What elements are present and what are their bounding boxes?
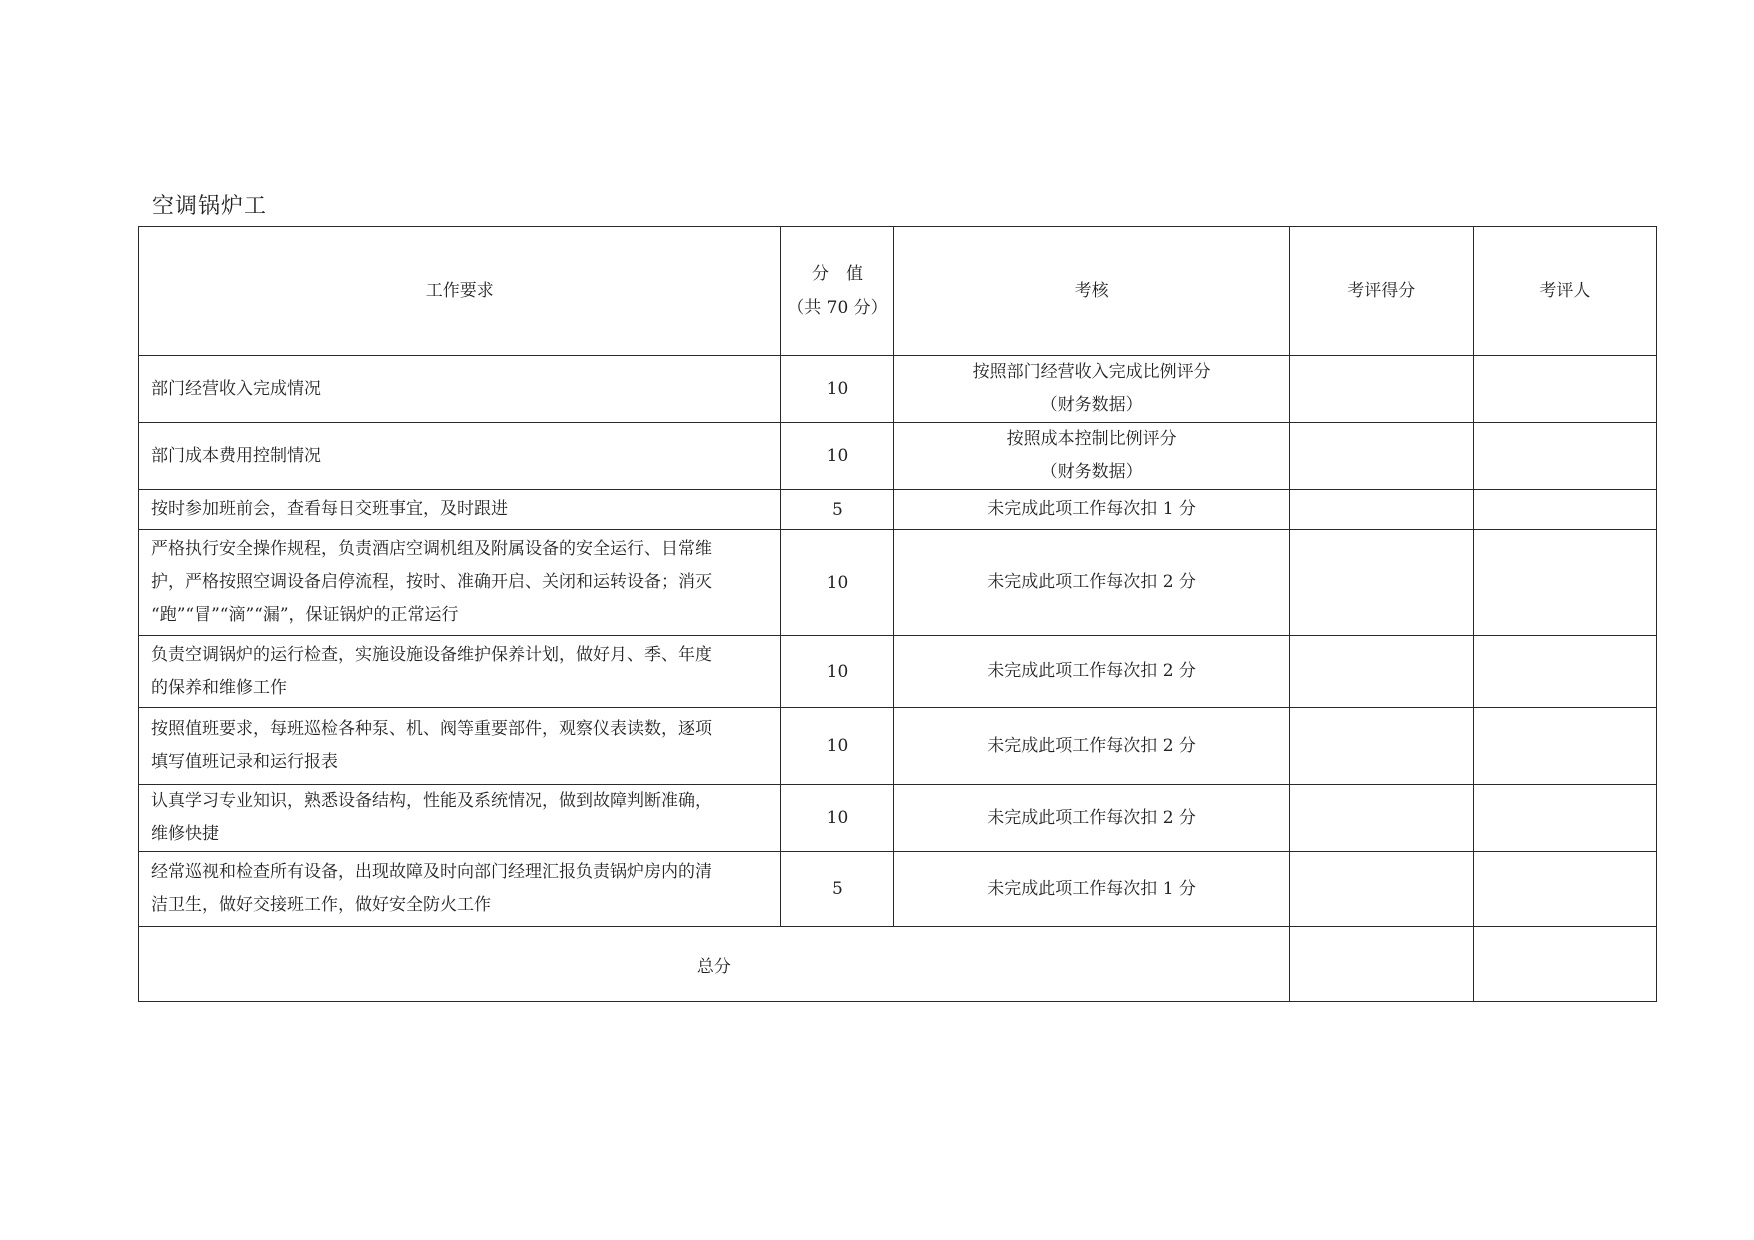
assessment-text: 按照成本控制比例评分: [1006, 429, 1177, 449]
evaluation-score-field[interactable]: [1289, 785, 1473, 852]
evaluation-table: [138, 226, 1657, 1002]
assessment-text: 未完成此项工作每次扣 2 分: [987, 807, 1196, 828]
assessment-text: 未完成此项工作每次扣 1 分: [987, 878, 1196, 899]
score-cell: 10: [781, 356, 894, 423]
evaluator-field[interactable]: [1473, 423, 1656, 490]
table-row: [139, 423, 1657, 490]
total-evaluator-field[interactable]: [1473, 927, 1656, 1002]
assessment-cell: [894, 490, 1289, 530]
assessment-text: 未完成此项工作每次扣 2 分: [987, 735, 1196, 756]
requirement-text: “跑”“冒”“滴”“漏”，保证锅炉的正常运行: [151, 605, 459, 625]
requirement-cell: [139, 490, 781, 530]
score-cell: 10: [781, 423, 894, 490]
total-row: [139, 927, 1657, 1002]
table-row: [139, 708, 1657, 785]
assessment-cell: [894, 530, 1289, 636]
evaluation-score-field[interactable]: [1289, 356, 1473, 423]
assessment-note: （财务数据）: [1040, 462, 1143, 482]
table-row: [139, 636, 1657, 708]
requirement-cell: [139, 708, 781, 785]
table-row: [139, 785, 1657, 852]
evaluation-score-field[interactable]: [1289, 852, 1473, 927]
requirement-cell: [139, 356, 781, 423]
evaluator-field[interactable]: [1473, 490, 1656, 530]
header-score: [781, 227, 894, 356]
header-requirement: 工作要求: [139, 227, 781, 356]
score-cell: 10: [781, 785, 894, 852]
assessment-text: 未完成此项工作每次扣 2 分: [987, 572, 1196, 592]
assessment-cell: [894, 785, 1289, 852]
evaluation-score-field[interactable]: [1289, 490, 1473, 530]
assessment-note: （财务数据）: [1040, 395, 1143, 415]
assessment-text: 按照部门经营收入完成比例评分: [972, 362, 1211, 382]
header-row: [139, 227, 1657, 356]
score-cell: 10: [781, 708, 894, 785]
total-label: 总分: [139, 927, 1290, 1002]
assessment-cell: [894, 708, 1289, 785]
requirement-cell: [139, 852, 781, 927]
evaluation-score-field[interactable]: [1289, 423, 1473, 490]
table-row: [139, 356, 1657, 423]
assessment-cell: [894, 356, 1289, 423]
evaluator-field[interactable]: [1473, 356, 1656, 423]
requirement-text: 部门经营收入完成情况: [151, 378, 321, 399]
assessment-cell: [894, 423, 1289, 490]
requirement-text: 填写值班记录和运行报表: [151, 752, 338, 772]
requirement-cell: [139, 530, 781, 636]
requirement-text: 维修快捷: [151, 824, 219, 844]
evaluator-field[interactable]: [1473, 852, 1656, 927]
requirement-text: 护，严格按照空调设备启停流程，按时、准确开启、关闭和运转设备；消灭: [151, 572, 712, 592]
header-score-total: （共 70 分）: [787, 298, 888, 318]
total-score-field[interactable]: [1289, 927, 1473, 1002]
header-assessment: 考核: [894, 227, 1289, 356]
evaluator-field[interactable]: [1473, 636, 1656, 708]
requirement-text: 洁卫生，做好交接班工作，做好安全防火工作: [151, 895, 491, 915]
evaluator-field[interactable]: [1473, 785, 1656, 852]
requirement-text: 严格执行安全操作规程，负责酒店空调机组及附属设备的安全运行、日常维: [151, 539, 712, 559]
score-cell: 10: [781, 636, 894, 708]
requirement-text: 认真学习专业知识，熟悉设备结构，性能及系统情况，做到故障判断准确，: [151, 791, 712, 811]
evaluation-score-field[interactable]: [1289, 708, 1473, 785]
requirement-text: 部门成本费用控制情况: [151, 445, 321, 466]
evaluator-field[interactable]: [1473, 708, 1656, 785]
requirement-cell: [139, 423, 781, 490]
score-cell: 5: [781, 852, 894, 927]
requirement-cell: [139, 785, 781, 852]
requirement-text: 经常巡视和检查所有设备，出现故障及时向部门经理汇报负责锅炉房内的清: [151, 862, 712, 882]
assessment-cell: [894, 636, 1289, 708]
score-cell: 10: [781, 530, 894, 636]
header-score-label: 分 值: [811, 264, 863, 284]
header-evaluator: 考评人: [1473, 227, 1656, 356]
table-row: [139, 490, 1657, 530]
score-cell: 5: [781, 490, 894, 530]
requirement-text: 负责空调锅炉的运行检查，实施设施设备维护保养计划，做好月、季、年度: [151, 644, 712, 665]
requirement-text: 的保养和维修工作: [151, 677, 287, 698]
assessment-text: 未完成此项工作每次扣 1 分: [987, 499, 1196, 519]
evaluator-field[interactable]: [1473, 530, 1656, 636]
table-row: [139, 852, 1657, 927]
table-row: [139, 530, 1657, 636]
requirement-cell: [139, 636, 781, 708]
evaluation-score-field[interactable]: [1289, 530, 1473, 636]
assessment-cell: [894, 852, 1289, 927]
assessment-text: 未完成此项工作每次扣 2 分: [987, 661, 1196, 681]
evaluation-score-field[interactable]: [1289, 636, 1473, 708]
header-evaluation-score: 考评得分: [1289, 227, 1473, 356]
requirement-text: 按照值班要求，每班巡检各种泵、机、阀等重要部件，观察仪表读数，逐项: [151, 719, 712, 739]
requirement-text: 按时参加班前会，查看每日交班事宜，及时跟进: [151, 499, 508, 519]
document-title: 空调锅炉工: [152, 194, 268, 219]
